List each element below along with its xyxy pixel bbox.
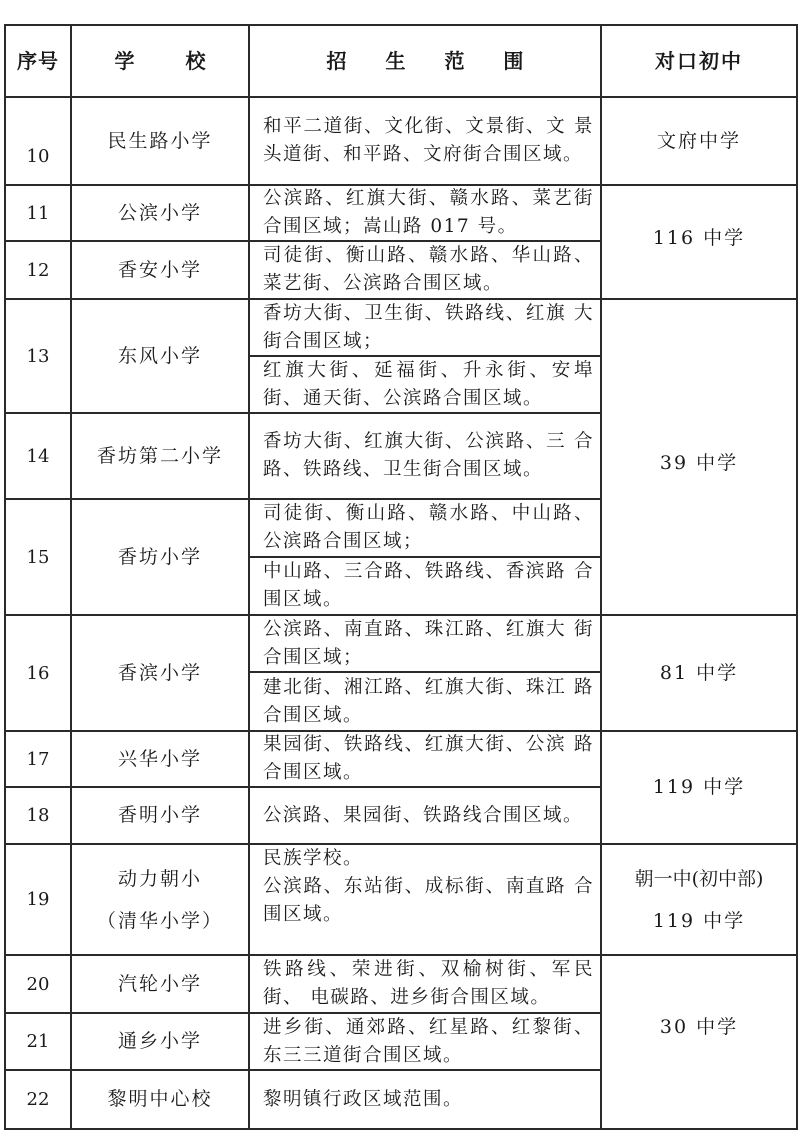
middle-school: 116 中学 [652,226,746,249]
enrollment-area [250,414,600,498]
enrollment-area [250,357,600,412]
area-text: 中山路、三合路、铁路线、香滨路 合围区域。 [263,561,594,610]
school-name: 香坊小学 [117,545,202,568]
row-number: 14 [26,445,50,467]
school-name-line: 动力朝小 [117,867,202,890]
area-text: 黎明镇行政区域范围。 [263,1088,464,1110]
area-text: 公滨路、红旗大街、赣水路、菜艺街合围区域；嵩山路 017 号。 [263,188,594,237]
table-border-bottom [4,1128,798,1130]
middle-school: 文府中学 [656,129,741,152]
area-text: 和平二道街、文化街、文景街、文 景头道街、和平路、文府街合围区域。 [263,116,594,165]
school-name: 香安小学 [117,258,202,281]
row-number: 16 [26,662,50,684]
school-name-line: （清华小学） [96,909,223,932]
row-number: 18 [26,805,50,826]
enrollment-area [250,186,600,240]
enrollment-area [250,98,600,184]
area-text: 进乡街、通郊路、红星路、红黎街、东三三道街合围区域。 [263,1016,594,1066]
row-number: 21 [26,1031,50,1052]
school-name: 兴华小学 [117,747,202,770]
area-text: 公滨路、南直路、珠江路、红旗大 街合围区域； [263,618,594,668]
school-name: 汽轮小学 [117,972,202,995]
header-area: 招 生 范 围 [326,48,540,73]
area-text: 司徒街、衡山路、赣水路、华山路、菜艺街、公滨路合围区域。 [263,245,594,294]
area-text: 香坊大街、卫生街、铁路线、红旗 大街合围区域； [263,302,594,352]
school-name: 香滨小学 [117,661,202,684]
middle-school-line: 朝一中(初中部) [634,867,764,890]
enrollment-area [250,673,600,730]
enrollment-area [250,956,600,1012]
area-text: 公滨路、果园街、铁路线合围区域。 [263,804,584,826]
middle-school-line: 119 中学 [652,909,746,932]
area-text: 司徒街、衡山路、赣水路、中山路、公滨路合围区域； [263,503,594,552]
middle-school: 119 中学 [652,776,746,798]
enrollment-area [250,500,600,556]
enrollment-area [250,558,600,614]
row-number: 19 [26,889,50,910]
row-number: 17 [26,748,50,770]
area-text: 公滨路、东站街、成标街、南直路 合围区域。 [263,876,594,925]
school-name [72,845,248,954]
row-number: 15 [26,546,50,568]
row-number: 12 [26,259,50,281]
middle-school: 81 中学 [659,661,739,684]
table-border-right [796,24,798,1130]
enrollment-area [250,616,600,671]
area-text: 铁路线、荣进街、双榆树街、军民 街、 电碳路、进乡街合围区域。 [263,959,594,1008]
area-text: 香坊大街、红旗大街、公滨路、三 合路、铁路线、卫生街合围区域。 [263,431,594,480]
area-text: 民族学校。 [263,848,364,869]
school-name: 香坊第二小学 [96,444,223,467]
enrollment-area [250,300,600,355]
school-name: 通乡小学 [117,1030,202,1052]
enrollment-area [250,242,600,298]
header-seq: 序号 [17,48,59,73]
enrollment-area [250,1071,600,1128]
school-name: 民生路小学 [107,129,213,152]
enrollment-area [250,845,600,954]
school-name: 香明小学 [117,804,202,826]
row-number: 13 [26,345,50,367]
row-number: 10 [26,145,50,167]
enrollment-area [250,732,600,786]
header-middle-school: 对口初中 [655,48,743,73]
row-number: 20 [26,973,50,995]
row-number: 22 [26,1089,50,1110]
row-number: 11 [26,202,50,224]
area-text: 红旗大街、延福街、升永街、安埠 街、通天街、公滨路合围区域。 [263,359,594,409]
enrollment-area [250,1014,600,1069]
school-name: 东风小学 [117,344,202,367]
area-text: 果园街、铁路线、红旗大街、公滨 路合围区域。 [263,734,594,783]
school-name: 黎明中心校 [107,1088,213,1110]
enrollment-area [250,788,600,843]
middle-school [602,845,796,954]
header-school: 学 校 [114,48,228,73]
school-name: 公滨小学 [117,201,202,224]
middle-school: 30 中学 [659,1015,739,1038]
area-text: 建北街、湘江路、红旗大街、珠江 路合围区域。 [263,676,594,726]
middle-school: 39 中学 [659,451,739,474]
